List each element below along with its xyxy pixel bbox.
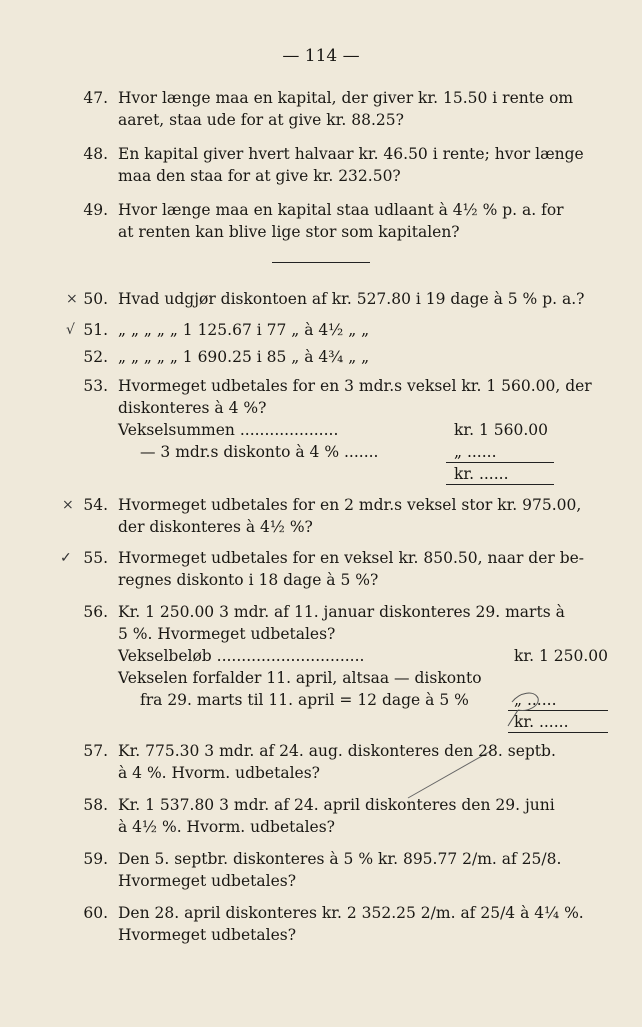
problem-number: 57. [83, 742, 108, 760]
problem-text: Hvad udgjør diskontoen af kr. 527.80 i 19 dage à 5 % p. a.? [118, 290, 585, 308]
problem-text-line2: 5 %. Hvormeget udbetales? [118, 625, 336, 643]
problem-number: 52. [83, 348, 108, 366]
calc-amount: kr. 1 250.00 [514, 647, 608, 665]
problem-text-line2: maa den staa for at give kr. 232.50? [118, 167, 401, 185]
pencil-mark: ✓ [60, 550, 72, 566]
problem-number: 56. [83, 603, 108, 621]
calc-total: kr. ...... [454, 465, 509, 483]
pencil-mark: × [66, 291, 78, 307]
problem-text-line2: à 4½ %. Hvorm. udbetales? [118, 818, 335, 836]
calc-label: Vekselsummen .................... [118, 421, 339, 439]
problem-number: 60. [83, 904, 108, 922]
problem-text-line1: Den 28. april diskonteres kr. 2 352.25 2/m. af 25/4 à 4¼ %. [118, 904, 584, 922]
problem-text-line1: Den 5. septbr. diskonteres à 5 % kr. 895.77 2/m. af 25/8. [118, 850, 562, 868]
problem-text-line2: aaret, staa ude for at give kr. 88.25? [118, 111, 404, 129]
problem-text-line2: à 4 %. Hvorm. udbetales? [118, 764, 320, 782]
problem-text-line1: Kr. 775.30 3 mdr. af 24. aug. diskonteres den 28. septb. [118, 742, 556, 760]
calc-label: Vekselbeløb .............................. [118, 647, 365, 665]
problem-text-line1: Hvor længe maa en kapital staa udlaant à 4½ % p. a. for [118, 201, 564, 219]
section-divider [272, 262, 370, 263]
problem-number: 55. [83, 549, 108, 567]
calc-total: kr. ...... [514, 713, 569, 731]
page-number: — 114 — [282, 46, 360, 66]
pencil-mark: × [62, 497, 74, 513]
calc-label: — 3 mdr.s diskonto à 4 % ....... [140, 443, 379, 461]
calc-label: Vekselen forfalder 11. april, altsaa — diskonto [118, 669, 482, 687]
problem-number: 53. [83, 377, 108, 395]
problem-number: 58. [83, 796, 108, 814]
problem-number: 50. [83, 290, 108, 308]
problem-text-line2: Hvormeget udbetales? [118, 926, 297, 944]
problem-text-line2: diskonteres à 4 %? [118, 399, 267, 417]
sum-line [446, 462, 554, 463]
problem-text-line1: Hvormeget udbetales for en 3 mdr.s veksel kr. 1 560.00, der [118, 377, 592, 395]
calc-label: fra 29. marts til 11. april = 12 dage à 5 % [140, 691, 469, 709]
problem-text-line1: Hvormeget udbetales for en 2 mdr.s veksel stor kr. 975.00, [118, 496, 582, 514]
problem-text: „ „ „ „ „ 1 690.25 i 85 „ à 4¾ „ „ [118, 348, 370, 366]
problem-text-line1: Hvor længe maa en kapital, der giver kr. 15.50 i rente om [118, 89, 574, 107]
problem-number: 54. [83, 496, 108, 514]
problem-text-line2: at renten kan blive lige stor som kapitalen? [118, 223, 460, 241]
problem-number: 48. [83, 145, 108, 163]
problem-text-line2: Hvormeget udbetales? [118, 872, 297, 890]
problem-text-line1: En kapital giver hvert halvaar kr. 46.50 i rente; hvor længe [118, 145, 584, 163]
problem-text: „ „ „ „ „ 1 125.67 i 77 „ à 4½ „ „ [118, 321, 370, 339]
calc-amount: kr. 1 560.00 [454, 421, 548, 439]
total-underline [446, 484, 554, 485]
problem-number: 49. [83, 201, 108, 219]
calc-amount: „ ...... [454, 443, 497, 461]
problem-text-line1: Kr. 1 250.00 3 mdr. af 11. januar diskonteres 29. marts à [118, 603, 565, 621]
problem-text-line1: Hvormeget udbetales for en veksel kr. 850.50, naar der be- [118, 549, 585, 567]
problem-text-line2: regnes diskonto i 18 dage à 5 %? [118, 571, 379, 589]
pencil-mark: √ [66, 322, 75, 338]
problem-number: 47. [83, 89, 108, 107]
problem-text-line1: Kr. 1 537.80 3 mdr. af 24. april diskonteres den 29. juni [118, 796, 555, 814]
calc-amount: „ ...... [514, 691, 557, 709]
problem-text-line2: der diskonteres à 4½ %? [118, 518, 313, 536]
problem-number: 59. [83, 850, 108, 868]
problem-number: 51. [83, 321, 108, 339]
